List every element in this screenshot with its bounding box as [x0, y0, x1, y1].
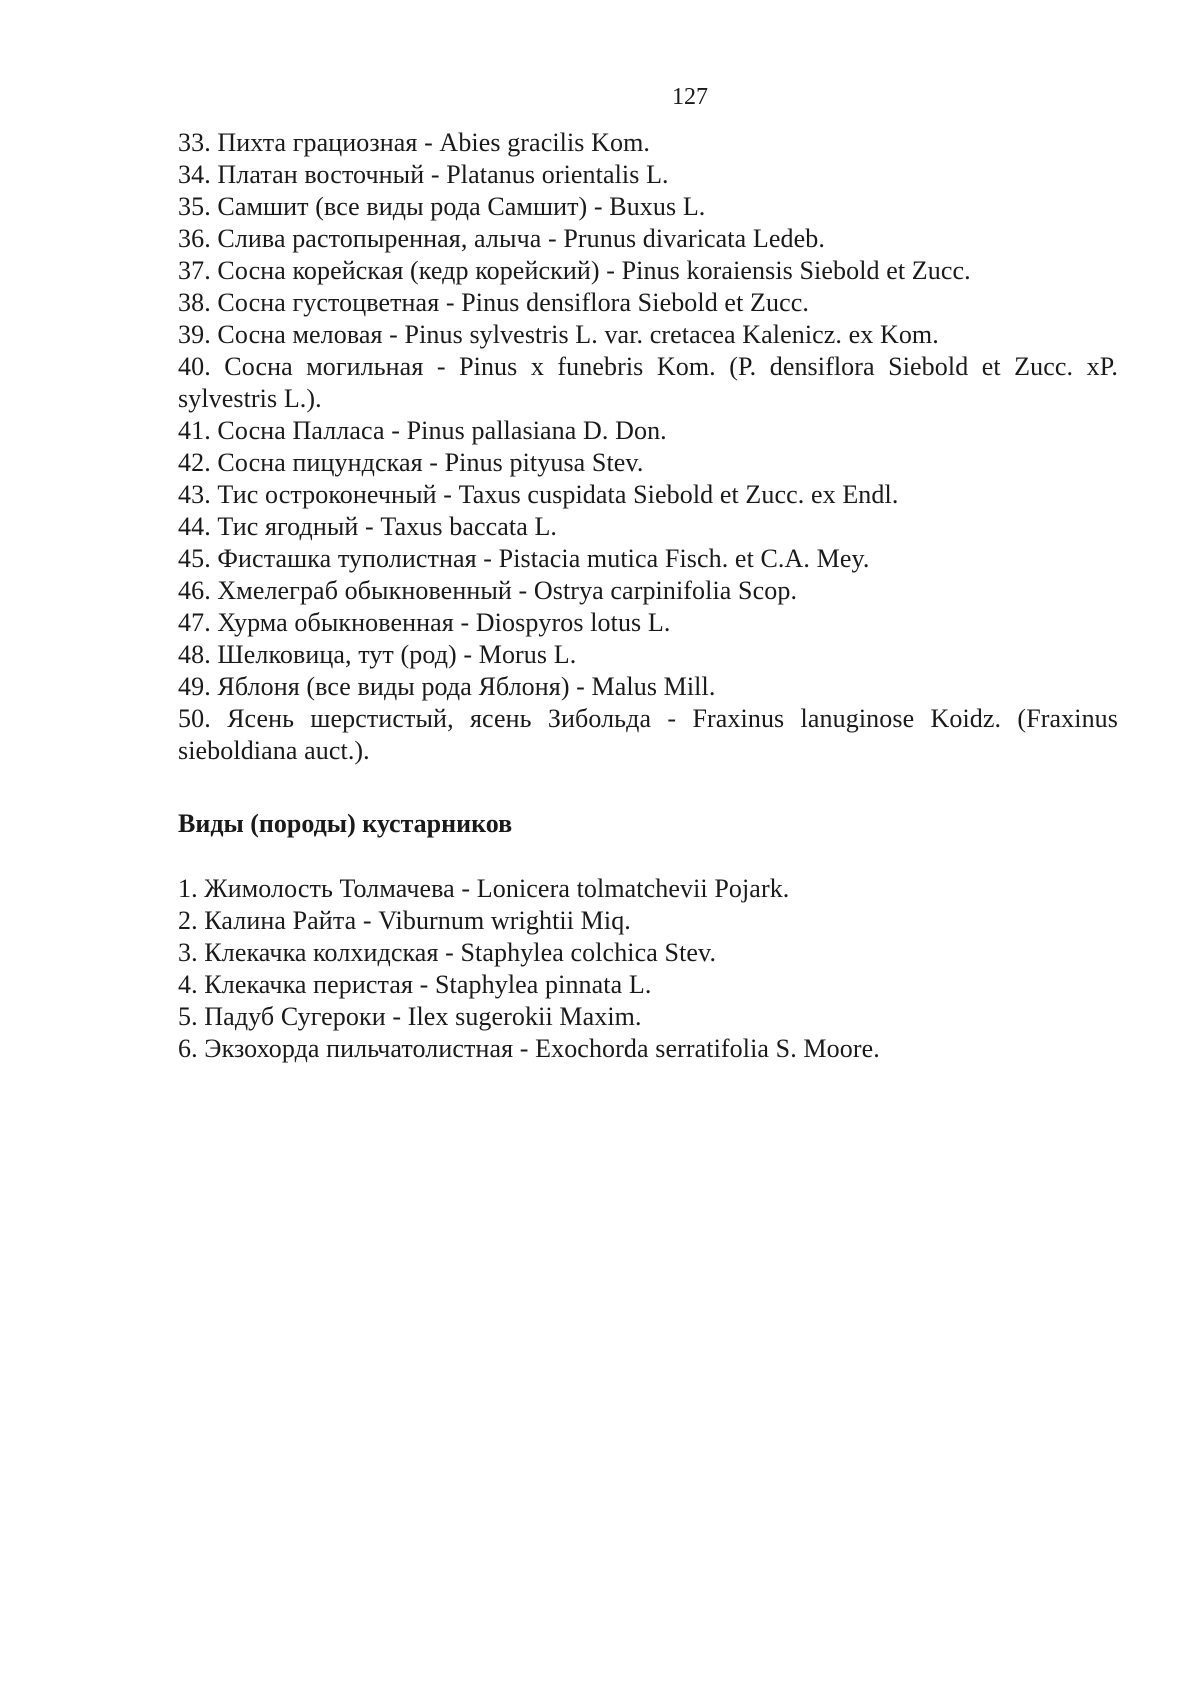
- list-item: 2. Калина Райта - Viburnum wrightii Miq.: [178, 906, 631, 935]
- section-heading-shrubs: Виды (породы) кустарников: [178, 809, 513, 838]
- list-item: 44. Тис ягодный - Taxus baccata L.: [178, 512, 558, 541]
- list-item: 46. Хмелеграб обыкновенный - Ostrya carpinifolia Scop.: [178, 576, 798, 605]
- list-item: 1. Жимолость Толмачева - Lonicera tolmatchevii Pojark.: [178, 874, 790, 903]
- list-item: 40. Сосна могильная - Pinus x funebris Kom. (P. densiflora Siebold et Zucc. xP. sylvestris L.).: [178, 352, 1118, 413]
- list-item: 49. Яблоня (все виды рода Яблоня) - Malus Mill.: [178, 672, 716, 701]
- list-item: 3. Клекачка колхидская - Staphylea colchica Stev.: [178, 938, 717, 967]
- page-number: 127: [672, 84, 708, 110]
- list-item: 42. Сосна пицундская - Pinus pityusa Stev.: [178, 448, 644, 477]
- tree-species-list: [178, 127, 1118, 767]
- list-item: 38. Сосна густоцветная - Pinus densiflora Siebold et Zucc.: [178, 288, 809, 317]
- list-item: 35. Самшит (все виды рода Самшит) - Buxus L.: [178, 192, 706, 221]
- list-item: 48. Шелковица, тут (род) - Morus L.: [178, 640, 577, 669]
- shrub-species-list: [178, 873, 1118, 1065]
- list-item: 5. Падуб Сугероки - Ilex sugerokii Maxim.: [178, 1002, 642, 1031]
- list-item: 33. Пихта грациозная - Abies gracilis Kom.: [178, 128, 651, 157]
- list-item: 6. Экзохорда пильчатолистная - Exochorda serratifolia S. Moore.: [178, 1034, 880, 1063]
- list-item: 45. Фисташка туполистная - Pistacia mutica Fisch. et C.A. Mey.: [178, 544, 870, 573]
- list-item: 34. Платан восточный - Platanus orientalis L.: [178, 160, 669, 189]
- list-item: 41. Сосна Палласа - Pinus pallasiana D. Don.: [178, 416, 667, 445]
- list-item: 39. Сосна меловая - Pinus sylvestris L. var. cretacea Kalenicz. ex Kom.: [178, 320, 939, 349]
- list-item: 37. Сосна корейская (кедр корейский) - Pinus koraiensis Siebold et Zucc.: [178, 256, 971, 285]
- list-item: 36. Слива растопыренная, алыча - Prunus divaricata Ledeb.: [178, 224, 825, 253]
- list-item: 50. Ясень шерстистый, ясень Зибольда - Fraxinus lanuginose Koidz. (Fraxinus sieboldiana auct.).: [178, 704, 1118, 765]
- list-item: 4. Клекачка перистая - Staphylea pinnata L.: [178, 970, 652, 999]
- list-item: 43. Тис остроконечный - Taxus cuspidata Siebold et Zucc. ex Endl.: [178, 480, 899, 509]
- list-item: 47. Хурма обыкновенная - Diospyros lotus L.: [178, 608, 671, 637]
